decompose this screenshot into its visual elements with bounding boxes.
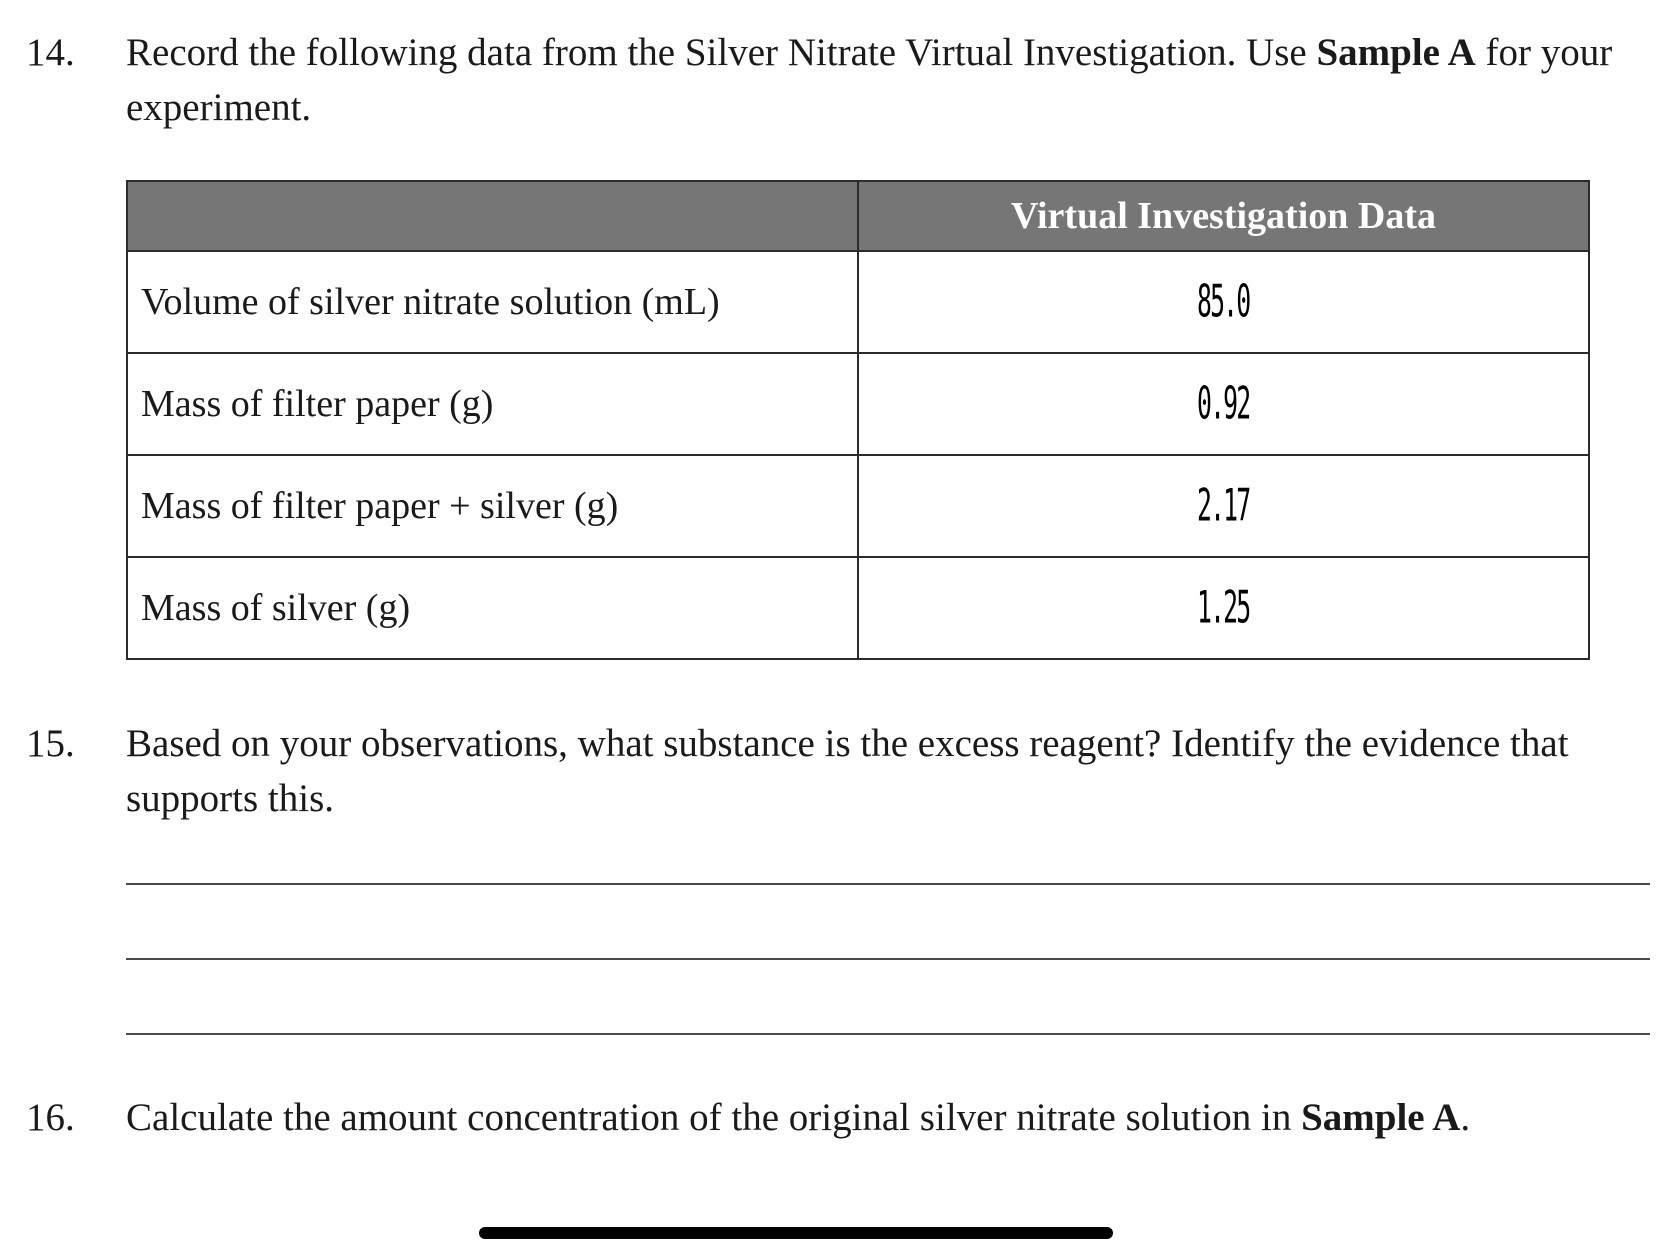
question-text [126,1090,1652,1145]
data-table [126,180,1590,660]
table-header-data: Virtual Investigation Data [858,181,1589,251]
handwritten-value: 85.0 [1197,276,1250,328]
table-row [127,455,1589,557]
row-value-cell[interactable] [858,251,1589,353]
answer-line[interactable] [126,1033,1650,1035]
question-text-part: Calculate the amount concentration of the original silver nitrate solution in [126,1096,1302,1139]
question-text-bold: Sample A [1301,1096,1461,1139]
answer-line[interactable] [126,958,1650,960]
table-header-empty [127,181,858,251]
question-number: 14. [26,31,75,74]
table-row [127,251,1589,353]
question-text: Based on your observations, what substance is the excess reagent? Identify the evidence that supports this. [126,722,1569,820]
handwritten-value: 1.25 [1197,582,1250,634]
answer-line[interactable] [126,883,1650,885]
question-text-bold: Sample A [1316,31,1476,74]
row-label: Volume of silver nitrate solution (mL) [127,251,858,353]
question-text-part: for your experiment. [126,31,1613,129]
row-value-cell[interactable] [858,455,1589,557]
row-value-cell[interactable] [858,353,1589,455]
question-number: 16. [26,1096,75,1139]
handwritten-value: 2.17 [1197,480,1250,532]
row-label: Mass of silver (g) [127,557,858,659]
row-label: Mass of filter paper (g) [127,353,858,455]
home-indicator-bar[interactable] [479,1227,1113,1239]
row-value-cell[interactable] [858,557,1589,659]
table-row [127,557,1589,659]
question-number: 15. [26,722,75,765]
question-text [126,25,1652,135]
handwritten-value: 0.92 [1197,378,1250,430]
question-text-part: Record the following data from the Silver Nitrate Virtual Investigation. Use [126,31,1317,74]
question-text-part: . [1460,1096,1471,1139]
table-row [127,353,1589,455]
table-header-row [127,181,1589,251]
row-label: Mass of filter paper + silver (g) [127,455,858,557]
